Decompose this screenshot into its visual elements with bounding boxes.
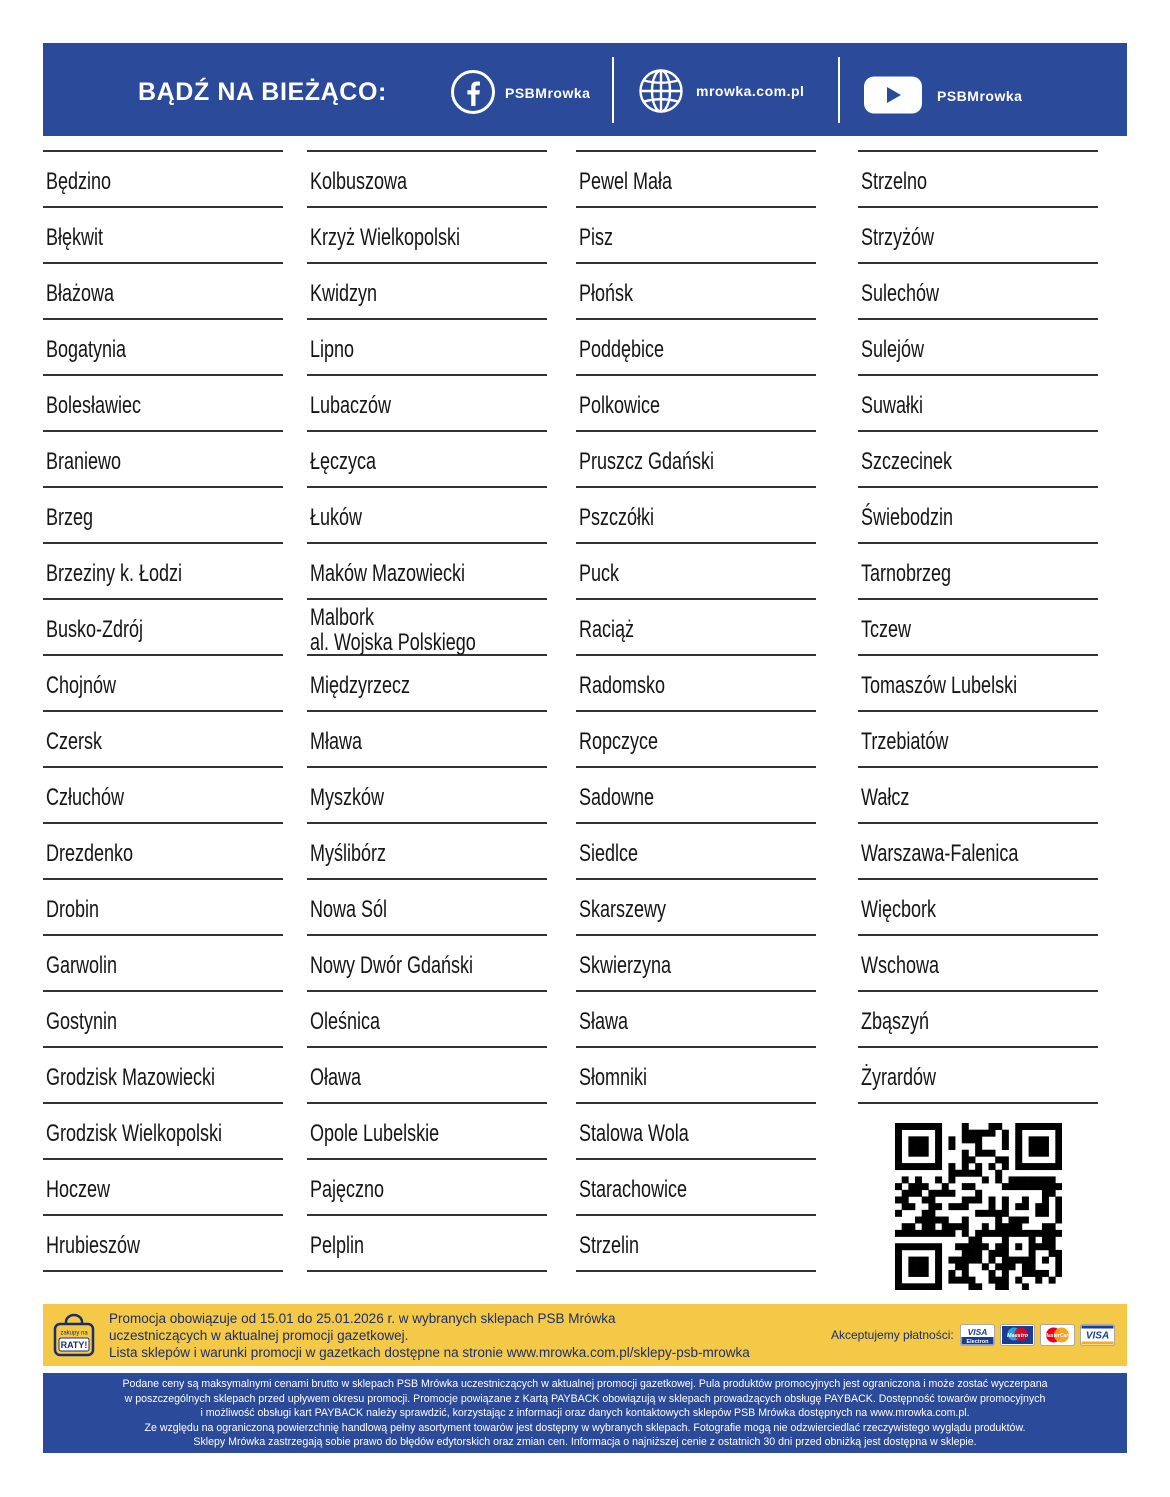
- store-name: Pruszcz Gdański: [579, 448, 715, 475]
- store-name: Żyrardów: [861, 1064, 937, 1091]
- store-column: [307, 150, 547, 1272]
- store-name: Sadowne: [579, 784, 655, 811]
- disclaimer-line: Ze względu na ograniczoną powierzchnię handlową pełny asortyment towarów jest dostępny w wybranych sklepach. Fotografie mogą nie odzwierciedlać rzeczywistego wyglądu produktów.: [144, 1421, 1026, 1434]
- store-row: [307, 768, 547, 824]
- card-text: Maestro: [1006, 1333, 1029, 1339]
- store-row: [858, 768, 1098, 824]
- store-row: [576, 936, 816, 992]
- store-row: [576, 880, 816, 936]
- store-name: Błękwit: [46, 224, 104, 251]
- social-banner: [43, 43, 1127, 136]
- store-name: Grodzisk Wielkopolski: [46, 1120, 223, 1147]
- store-row: [43, 992, 283, 1048]
- store-row: [858, 208, 1098, 264]
- store-name: Mława: [310, 728, 363, 755]
- store-name: Trzebiatów: [861, 728, 949, 755]
- store-row: [858, 600, 1098, 656]
- banner-heading: BĄDŹ NA BIEŻĄCO:: [138, 78, 387, 106]
- store-row: [858, 152, 1098, 208]
- promo-line: Lista sklepów i warunki promocji w gazetkach dostępne na stronie www.mrowka.com.pl/sklepy-psb-mrowka: [109, 1345, 750, 1360]
- store-name: Drobin: [46, 896, 100, 923]
- payment-cards: [960, 1324, 1115, 1351]
- store-row: [307, 544, 547, 600]
- card-text: MasterCard: [1043, 1333, 1072, 1339]
- store-name: Sulejów: [861, 336, 925, 363]
- store-name: Polkowice: [579, 392, 661, 419]
- shopping-bag-icon: [52, 1313, 96, 1357]
- store-row: [858, 320, 1098, 376]
- store-name: Lipno: [310, 336, 355, 363]
- store-row: [307, 488, 547, 544]
- store-row: [576, 1216, 816, 1272]
- store-row: [858, 432, 1098, 488]
- store-name: Krzyż Wielkopolski: [310, 224, 461, 251]
- store-row: [858, 936, 1098, 992]
- store-row: [576, 768, 816, 824]
- promo-bar: [43, 1304, 1127, 1366]
- store-row: [576, 600, 816, 656]
- youtube-icon[interactable]: [863, 76, 923, 114]
- store-name: Ropczyce: [579, 728, 659, 755]
- store-row: [576, 1104, 816, 1160]
- disclaimer-line: w poszczególnych sklepach przed upływem okresu promocji. Promocje powiązane z Kartą PAYBACK obowiązują w sklepach prowadzących obsługę PAYBACK. Dostępność towarów promocyjnych: [124, 1392, 1046, 1405]
- store-row: [576, 992, 816, 1048]
- store-row: [576, 712, 816, 768]
- store-row: [43, 320, 283, 376]
- store-name: Warszawa-Falenica: [861, 840, 1019, 867]
- store-name: Pelplin: [310, 1232, 365, 1259]
- store-name: Kwidzyn: [310, 280, 378, 307]
- promo-text: [109, 1310, 750, 1361]
- store-row: [43, 824, 283, 880]
- store-row: [307, 600, 547, 656]
- store-name: Stalowa Wola: [579, 1120, 689, 1147]
- store-row: [858, 488, 1098, 544]
- store-name: Bogatynia: [46, 336, 127, 363]
- store-name: Pszczółki: [579, 504, 655, 531]
- store-row: [43, 1048, 283, 1104]
- store-name: Poddębice: [579, 336, 665, 363]
- store-row: [576, 432, 816, 488]
- store-row: [43, 656, 283, 712]
- store-row: [43, 208, 283, 264]
- store-name: Świebodzin: [861, 504, 954, 531]
- store-name: Pewel Mała: [579, 168, 673, 195]
- store-row: [43, 376, 283, 432]
- store-name: Maków Mazowiecki: [310, 560, 466, 587]
- store-name: Człuchów: [46, 784, 125, 811]
- store-name: Brzeg: [46, 504, 94, 531]
- store-name: Suwałki: [861, 392, 924, 419]
- store-row: [307, 992, 547, 1048]
- promo-line: uczestniczących w aktualnej promocji gazetkowej.: [109, 1328, 409, 1343]
- store-row: [43, 880, 283, 936]
- disclaimer-line: i możliwość obsługi kart PAYBACK należy sprawdzić, korzystając z informacji oraz danych kontaktowych sklepów PSB Mrówka dostępnych na www.mrowka.com.pl.: [200, 1407, 970, 1420]
- facebook-link[interactable]: PSBMrowka: [505, 85, 591, 101]
- store-row: [43, 1160, 283, 1216]
- store-name: Brzeziny k. Łodzi: [46, 560, 183, 587]
- store-name: Braniewo: [46, 448, 122, 475]
- store-name: Więcbork: [861, 896, 937, 923]
- website-link[interactable]: mrowka.com.pl: [696, 83, 805, 99]
- store-row: [307, 432, 547, 488]
- store-row: [576, 320, 816, 376]
- mastercard-icon: [1040, 1324, 1075, 1351]
- store-row: [576, 544, 816, 600]
- store-row: [307, 1048, 547, 1104]
- maestro-icon: [1000, 1324, 1035, 1351]
- store-row: [43, 432, 283, 488]
- store-row: [43, 600, 283, 656]
- store-name: Sulechów: [861, 280, 940, 307]
- payments-label: Akceptujemy płatności:: [831, 1328, 954, 1342]
- store-row: [576, 488, 816, 544]
- store-name: Starachowice: [579, 1176, 688, 1203]
- globe-icon[interactable]: [638, 68, 684, 114]
- store-name: Międzyrzecz: [310, 672, 411, 699]
- store-name: Puck: [579, 560, 620, 587]
- store-name: Łuków: [310, 504, 363, 531]
- store-name: Kolbuszowa: [310, 168, 408, 195]
- store-row: [43, 152, 283, 208]
- qr-code: [895, 1123, 1062, 1290]
- card-subtext: Electron: [966, 1339, 989, 1346]
- store-row: [307, 656, 547, 712]
- store-row: [576, 824, 816, 880]
- store-row: [858, 712, 1098, 768]
- visa-icon: [1080, 1324, 1115, 1351]
- store-name: Malbork al. Wojska Polskiego: [310, 603, 476, 656]
- store-row: [576, 264, 816, 320]
- store-name: Będzino: [46, 168, 112, 195]
- store-name: Siedlce: [579, 840, 639, 867]
- store-row: [43, 488, 283, 544]
- store-name: Myszków: [310, 784, 385, 811]
- store-name: Drezdenko: [46, 840, 134, 867]
- store-name: Gostynin: [46, 1008, 118, 1035]
- store-row: [576, 1160, 816, 1216]
- card-text: VISA: [1085, 1330, 1110, 1342]
- store-name: Zbąszyń: [861, 1008, 930, 1035]
- store-name: Chojnów: [46, 672, 117, 699]
- badge-top-text: zakupy na: [60, 1330, 88, 1337]
- store-name: Wschowa: [861, 952, 940, 979]
- store-row: [576, 152, 816, 208]
- store-row: [858, 824, 1098, 880]
- store-name: Hoczew: [46, 1176, 111, 1203]
- store-name: Hrubieszów: [46, 1232, 141, 1259]
- store-name: Oleśnica: [310, 1008, 381, 1035]
- store-row: [307, 1216, 547, 1272]
- visa-electron-icon: [960, 1324, 995, 1351]
- store-name: Tomaszów Lubelski: [861, 672, 1018, 699]
- store-name: Tarnobrzeg: [861, 560, 952, 587]
- card-text: VISA: [967, 1327, 988, 1337]
- store-row: [43, 936, 283, 992]
- store-name: Skwierzyna: [579, 952, 672, 979]
- store-row: [307, 824, 547, 880]
- store-row: [307, 208, 547, 264]
- store-name: Bolesławiec: [46, 392, 142, 419]
- store-name: Oława: [310, 1064, 362, 1091]
- promo-line: Promocja obowiązuje od 15.01 do 25.01.2026 r. w wybranych sklepach PSB Mrówka: [109, 1311, 616, 1326]
- store-row: [307, 152, 547, 208]
- store-name: Płońsk: [579, 280, 634, 307]
- store-column: [858, 150, 1098, 1104]
- store-row: [858, 656, 1098, 712]
- store-name: Strzyżów: [861, 224, 935, 251]
- store-name: Garwolin: [46, 952, 118, 979]
- store-row: [858, 264, 1098, 320]
- store-name: Czersk: [46, 728, 103, 755]
- badge-bottom-text: RATY!: [60, 1340, 88, 1350]
- store-name: Grodzisk Mazowiecki: [46, 1064, 216, 1091]
- store-row: [858, 376, 1098, 432]
- store-row: [307, 1104, 547, 1160]
- legal-disclaimer: [43, 1373, 1127, 1453]
- store-row: [858, 544, 1098, 600]
- store-name: Raciąż: [579, 616, 635, 643]
- store-name: Pisz: [579, 224, 614, 251]
- store-row: [43, 264, 283, 320]
- store-row: [858, 992, 1098, 1048]
- youtube-link[interactable]: PSBMrowka: [937, 88, 1023, 104]
- store-row: [43, 1216, 283, 1272]
- store-name: Pajęczno: [310, 1176, 385, 1203]
- banner-divider: [838, 57, 840, 123]
- store-row: [307, 936, 547, 992]
- store-row: [307, 1160, 547, 1216]
- store-row: [858, 1048, 1098, 1104]
- store-row: [43, 712, 283, 768]
- disclaimer-line: Podane ceny są maksymalnymi cenami brutto w sklepach PSB Mrówka uczestniczących w aktualnej promocji gazetkowej. Pula produktów promocyjnych jest ograniczona i może zostać wyczerpana: [122, 1378, 1048, 1390]
- store-row: [43, 544, 283, 600]
- store-row: [576, 376, 816, 432]
- store-name: Wałcz: [861, 784, 910, 811]
- store-row: [43, 1104, 283, 1160]
- store-name: Opole Lubelskie: [310, 1120, 440, 1147]
- store-name: Radomsko: [579, 672, 666, 699]
- store-name: Tczew: [861, 616, 912, 643]
- store-row: [858, 880, 1098, 936]
- banner-divider: [612, 57, 614, 123]
- facebook-icon[interactable]: [450, 69, 496, 115]
- store-name: Nowa Sól: [310, 896, 388, 923]
- store-row: [307, 880, 547, 936]
- store-row: [307, 376, 547, 432]
- store-name: Myślibórz: [310, 840, 387, 867]
- store-name: Łęczyca: [310, 448, 377, 475]
- store-name: Błażowa: [46, 280, 115, 307]
- store-name: Strzelno: [861, 168, 928, 195]
- store-name: Słomniki: [579, 1064, 648, 1091]
- store-row: [576, 208, 816, 264]
- store-name: Szczecinek: [861, 448, 953, 475]
- store-row: [307, 320, 547, 376]
- store-name: Nowy Dwór Gdański: [310, 952, 474, 979]
- store-name: Sława: [579, 1008, 629, 1035]
- store-name: Lubaczów: [310, 392, 392, 419]
- store-column: [576, 150, 816, 1272]
- store-row: [307, 712, 547, 768]
- store-row: [307, 264, 547, 320]
- disclaimer-line: Sklepy Mrówka zastrzegają sobie prawo do błędów edytorskich oraz zmian cen. Informacja o najniższej cenie z ostatnich 30 dni przed obniżką jest dostępna w sklepie.: [193, 1436, 977, 1449]
- store-row: [576, 1048, 816, 1104]
- store-row: [576, 656, 816, 712]
- store-row: [43, 768, 283, 824]
- store-name: Busko-Zdrój: [46, 616, 144, 643]
- store-column: [43, 150, 283, 1272]
- store-name: Strzelin: [579, 1232, 640, 1259]
- store-name: Skarszewy: [579, 896, 667, 923]
